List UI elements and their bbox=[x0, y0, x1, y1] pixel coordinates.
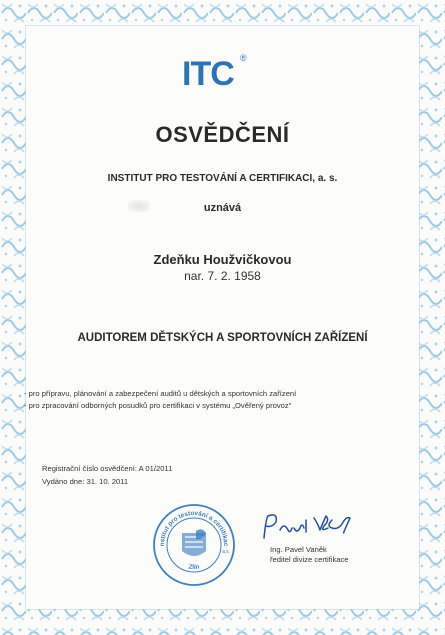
scope-item: - pro přípravu, plánování a zabezpečení auditů u dětských a sportovních zařízení bbox=[24, 389, 297, 398]
stamp-top-text: nstitut pro testování a certifikac bbox=[158, 509, 230, 547]
official-stamp bbox=[152, 503, 236, 587]
signer-name: Ing. Pavel Vaněk bbox=[270, 545, 327, 554]
scope-list bbox=[24, 388, 424, 412]
signer-position: ředitel divize certifikace bbox=[270, 555, 349, 564]
certificate-title: OSVĚDČENÍ bbox=[155, 122, 290, 147]
scope-item: - pro zpracování odborných posudků pro certifikaci v systému „Ověřený provoz" bbox=[24, 401, 292, 410]
svg-text:Zlín bbox=[188, 564, 200, 572]
stamp-side-text: a.s. bbox=[222, 549, 231, 555]
stamp-bottom-text: Zlín bbox=[188, 563, 200, 572]
handwritten-signature bbox=[258, 508, 368, 544]
itc-logo bbox=[182, 55, 262, 93]
recipient-name: Zdeňku Houžvičkovou bbox=[153, 252, 292, 267]
issue-date: Vydáno dne: 31. 10. 2011 bbox=[42, 477, 129, 486]
recognizes-text: uznává bbox=[203, 202, 242, 214]
certified-role: AUDITOREM DĚTSKÝCH A SPORTOVNÍCH ZAŘÍZENÍ bbox=[77, 332, 368, 344]
registration-info bbox=[42, 462, 172, 488]
registration-number: Registrační číslo osvědčení: A 01/2011 bbox=[42, 464, 173, 473]
signer-block bbox=[270, 545, 349, 565]
logo-text: ITC bbox=[182, 55, 234, 93]
registered-mark: ® bbox=[240, 53, 247, 63]
recipient-birth-date: nar. 7. 2. 1958 bbox=[184, 269, 261, 283]
institute-name: INSTITUT PRO TESTOVÁNÍ A CERTIFIKACI, a. s. bbox=[107, 173, 338, 184]
